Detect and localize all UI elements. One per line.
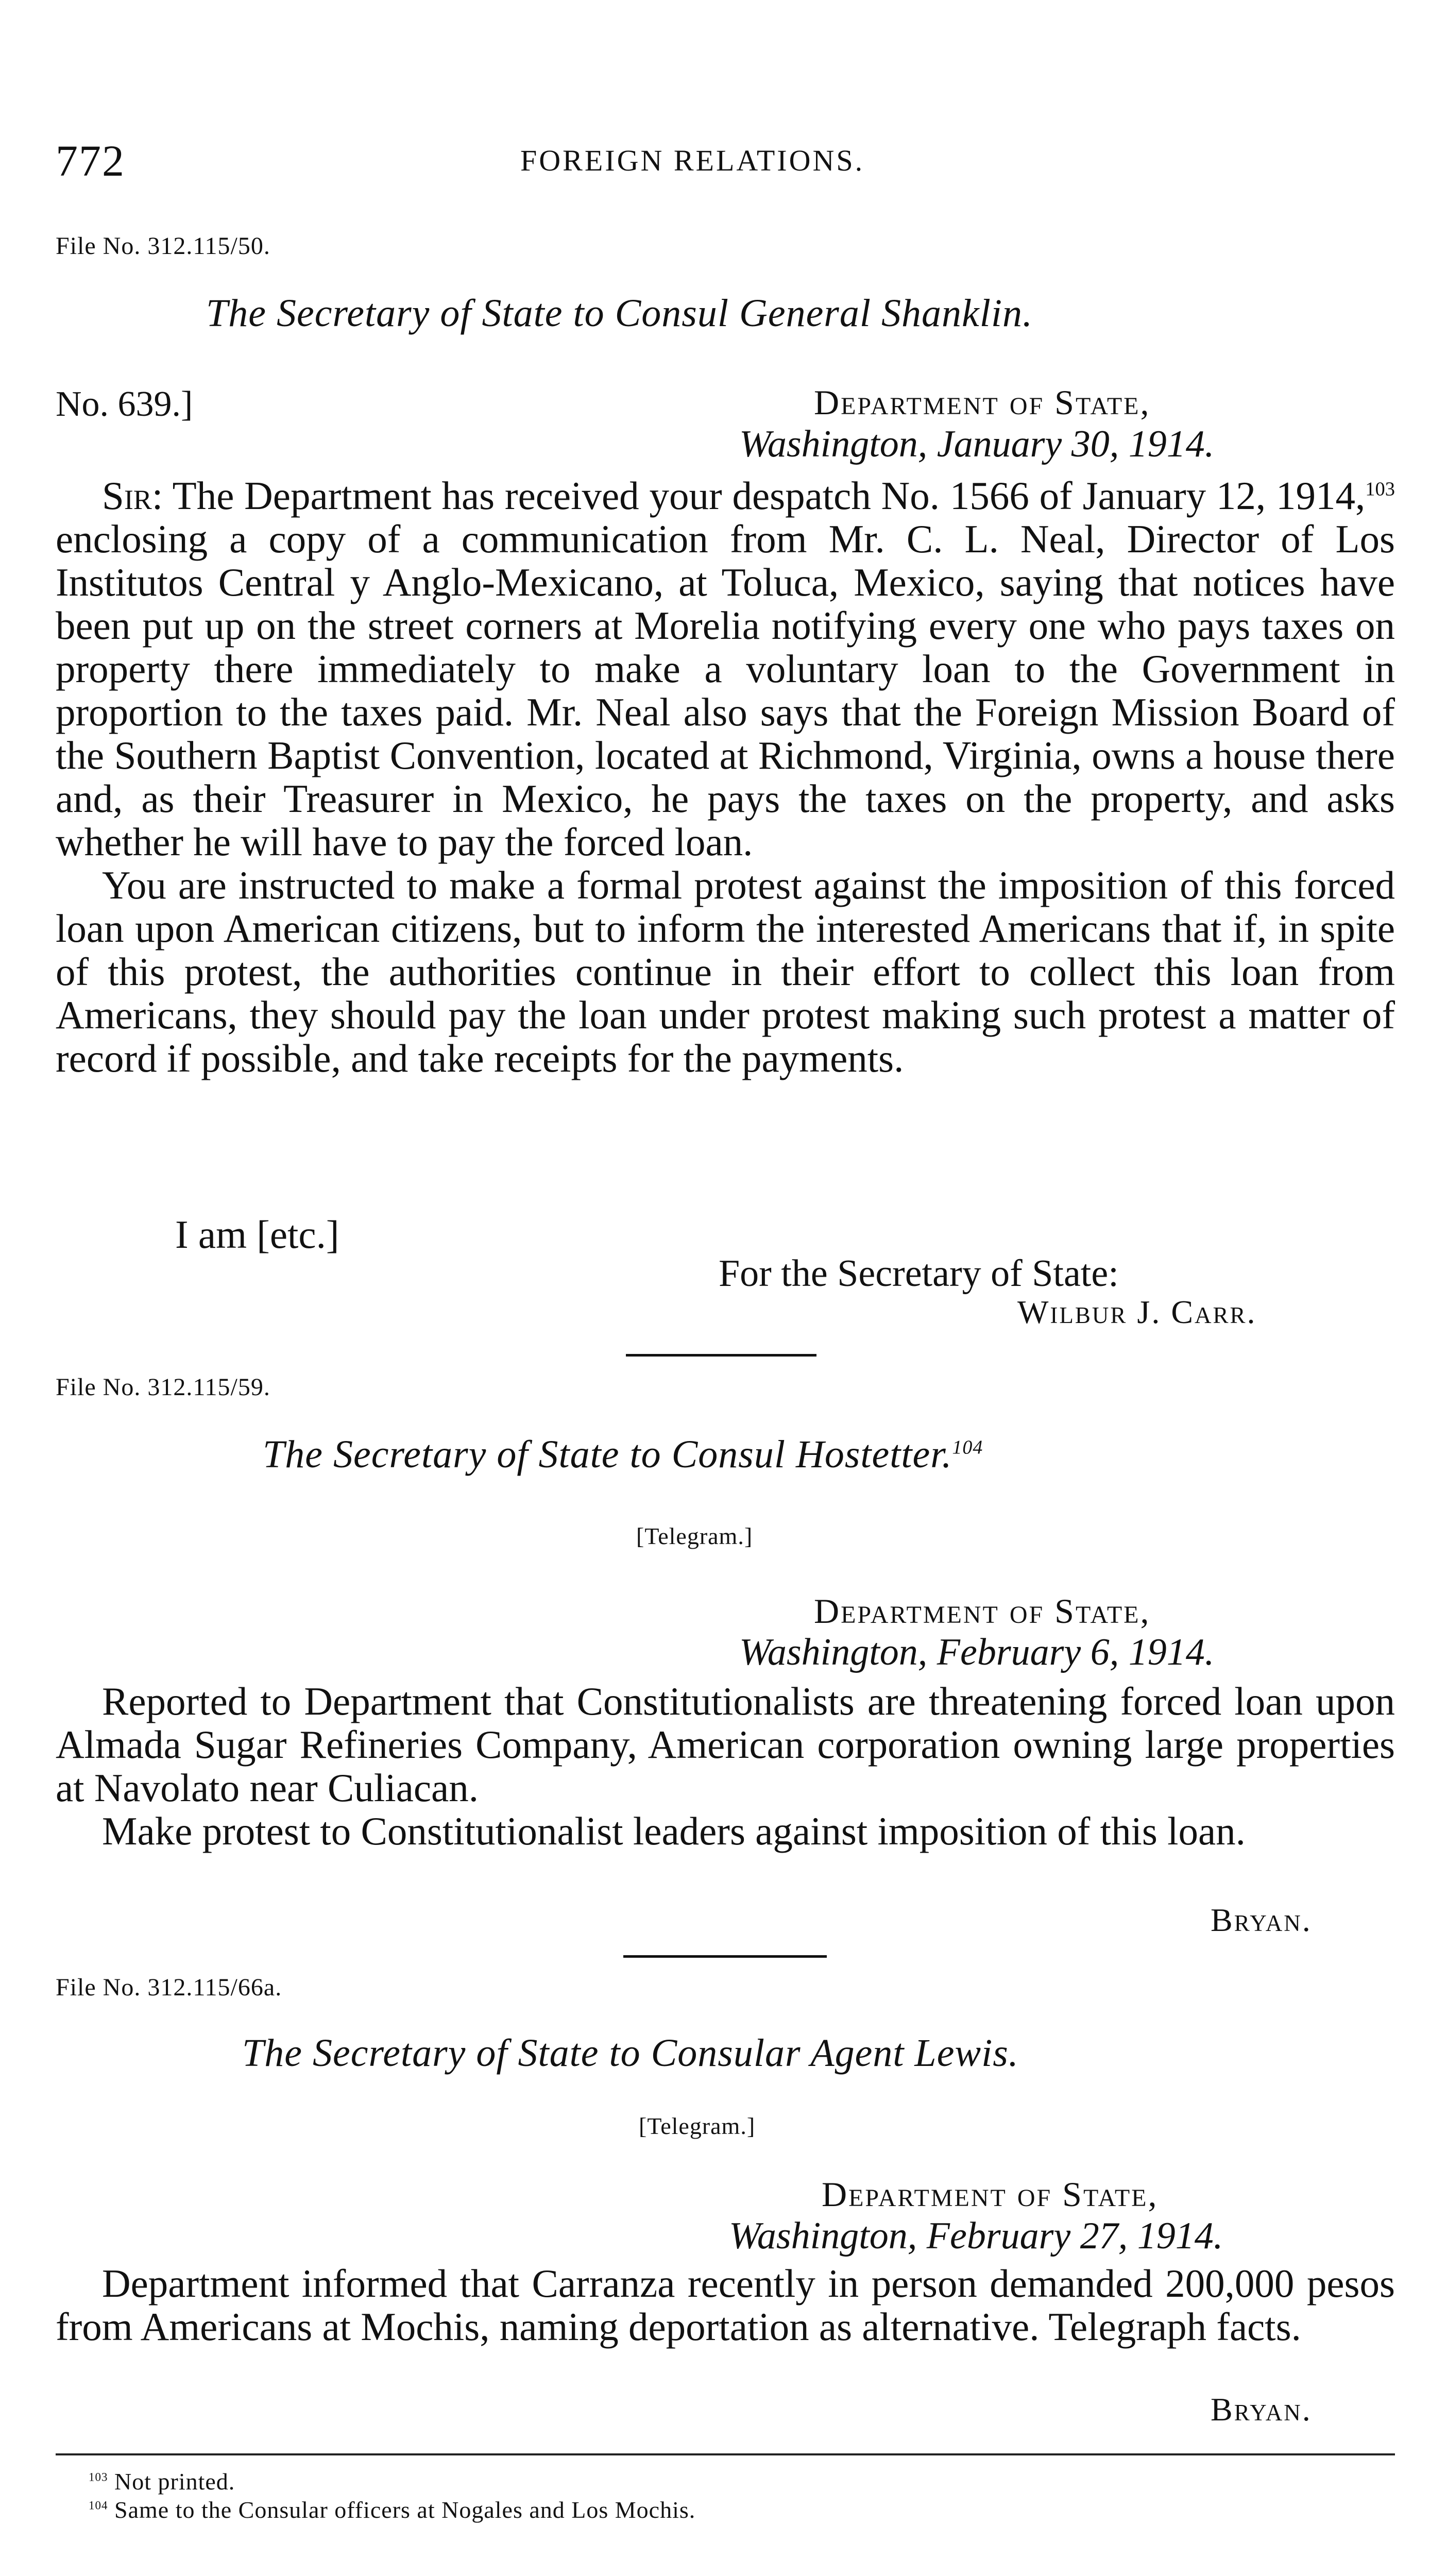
- letter-title: The Secretary of State to Consul Hostetter.$^{104}$: [263, 1433, 983, 1476]
- paragraph: Reported to Department that Constitutionalists are threatening forced loan upon Almada Sugar Refineries Company, American corporation owning large properties at Navolato near Culiacan.: [56, 1679, 1395, 1810]
- salutation: Sir: [102, 473, 152, 518]
- telegram-body: [56, 2262, 1395, 2348]
- paragraph: Sir: The Department has received your despatch No. 1566 of January 12, 1914,$^{103}$ enclosing a copy of a communication from Mr. C. L. Neal, Director of Los Institutos Central y Anglo-Mexicano, at Toluca, Mexico, saying that notices have been put up on the street corners at Morelia notifying every one who pays taxes on property there immediately to make a voluntary loan to the Government in proportion to the taxes paid. Mr. Neal also says that the Foreign Mission Board of the Southern Baptist Convention, located at Richmond, Virginia, owns a house there and, as their Treasurer in Mexico, he pays the taxes on the property, and asks whether he will have to pay the forced loan.: [56, 473, 1395, 864]
- signature: Wilbur J. Carr.: [1017, 1294, 1257, 1330]
- dateline: Washington, February 27, 1914.: [729, 2215, 1223, 2257]
- paragraph: Make protest to Constitutionalist leaders against imposition of this loan.: [102, 1809, 1246, 1853]
- dateline: Washington, January 30, 1914.: [739, 423, 1215, 465]
- page-number: 772: [56, 136, 125, 185]
- telegram-label: [Telegram.]: [639, 2113, 756, 2139]
- telegram-body: [56, 1680, 1395, 1853]
- footnote-ref: 104: [952, 1436, 983, 1459]
- department-heading: Department of State,: [822, 2175, 1159, 2214]
- telegram-label: [Telegram.]: [636, 1523, 753, 1549]
- footnote: $^{104}$ Same to the Consular officers at Nogales and Los Mochis.: [89, 2497, 696, 2523]
- file-number: File No. 312.115/59.: [56, 1374, 270, 1401]
- despatch-number: No. 639.]: [56, 384, 193, 424]
- signature: Bryan.: [1211, 1902, 1312, 1938]
- letter-title: The Secretary of State to Consular Agent Lewis.: [242, 2031, 1019, 2075]
- letter-body: [56, 474, 1395, 1080]
- paragraph: Department informed that Carranza recently in person demanded 200,000 pesos from Americans at Mochis, naming deportation as alternative. Telegraph facts.: [56, 2261, 1395, 2349]
- for-line: For the Secretary of State:: [719, 1252, 1119, 1295]
- department-heading: Department of State,: [814, 1591, 1151, 1631]
- footnote-ref: 103: [1365, 478, 1395, 500]
- signature: Bryan.: [1211, 2391, 1312, 2428]
- footnote: $^{103}$ Not printed.: [89, 2468, 235, 2495]
- section-divider: [626, 1354, 816, 1357]
- file-number: File No. 312.115/66a.: [56, 1974, 282, 2001]
- letter-title: The Secretary of State to Consul General Shanklin.: [206, 292, 1033, 335]
- dateline: Washington, February 6, 1914.: [739, 1631, 1215, 1673]
- running-title: FOREIGN RELATIONS.: [520, 144, 865, 177]
- footnote-rule: [56, 2453, 1395, 2455]
- section-divider: [623, 1955, 827, 1958]
- closing: I am [etc.]: [175, 1212, 339, 1257]
- file-number: File No. 312.115/50.: [56, 232, 270, 260]
- paragraph: You are instructed to make a formal protest against the imposition of this forced loan upon American citizens, but to inform the interested Americans that if, in spite of this protest, the authorities continue in their effort to collect this loan from Americans, they should pay the loan under protest making such protest a matter of record if possible, and take receipts for the payments.: [56, 863, 1395, 1080]
- department-heading: Department of State,: [814, 383, 1151, 422]
